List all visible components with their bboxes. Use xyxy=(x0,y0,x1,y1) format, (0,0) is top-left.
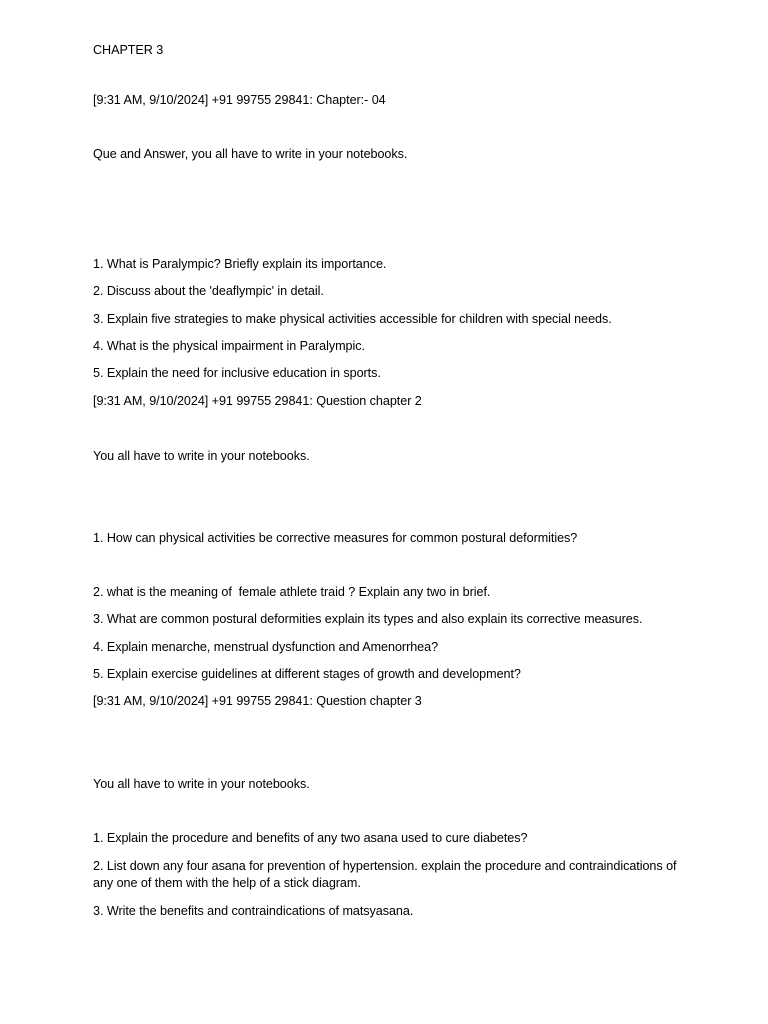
question-item: 1. Explain the procedure and benefits of any two asana used to cure diabetes? xyxy=(93,831,528,845)
question-item: 1. What is Paralympic? Briefly explain its importance. xyxy=(93,257,387,271)
instruction-2: You all have to write in your notebooks. xyxy=(93,449,310,463)
instruction-3: You all have to write in your notebooks. xyxy=(93,777,310,791)
question-item: 3. Write the benefits and contraindications of matsyasana. xyxy=(93,904,414,918)
question-item: 2. List down any four asana for prevention of hypertension. explain the procedure and contraindications of any one of them with the help of a stick diagram. xyxy=(93,859,677,890)
question-item: 4. Explain menarche, menstrual dysfunction and Amenorrhea? xyxy=(93,640,439,654)
question-item: 2. what is the meaning of female athlete traid ? Explain any two in brief. xyxy=(93,585,491,599)
question-item: 2. Discuss about the 'deaflympic' in detail. xyxy=(93,284,324,298)
instruction-1: Que and Answer, you all have to write in your notebooks. xyxy=(93,147,408,161)
message-header-1: [9:31 AM, 9/10/2024] +91 99755 29841: Chapter:- 04 xyxy=(93,93,386,107)
question-item: 3. What are common postural deformities explain its types and also explain its corrective measures. xyxy=(93,612,643,626)
question-item: 3. Explain five strategies to make physical activities accessible for children with special needs. xyxy=(93,312,612,326)
question-item: 4. What is the physical impairment in Paralympic. xyxy=(93,339,365,353)
question-item: 5. Explain exercise guidelines at different stages of growth and development? xyxy=(93,667,521,681)
message-header-2: [9:31 AM, 9/10/2024] +91 99755 29841: Question chapter 2 xyxy=(93,394,422,408)
question-item: 1. How can physical activities be corrective measures for common postural deformities? xyxy=(93,531,578,545)
chapter-heading: CHAPTER 3 xyxy=(93,43,164,57)
question-item: 5. Explain the need for inclusive education in sports. xyxy=(93,366,381,380)
message-header-3: [9:31 AM, 9/10/2024] +91 99755 29841: Question chapter 3 xyxy=(93,694,422,708)
